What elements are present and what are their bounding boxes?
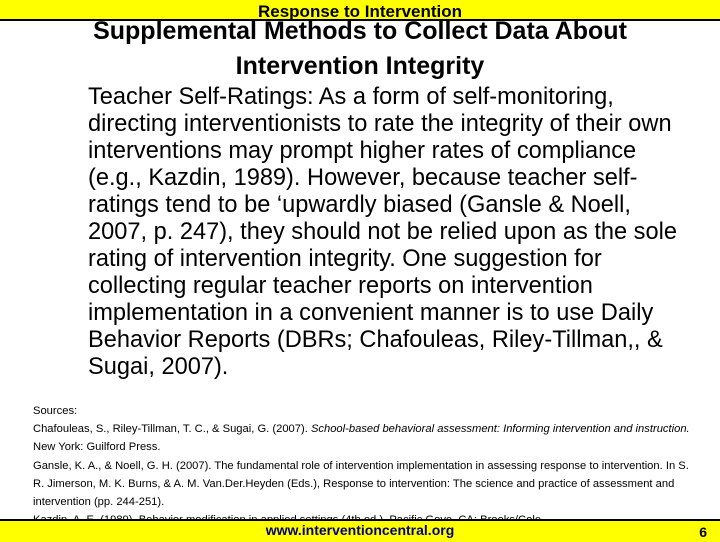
footer-bar [0,519,720,542]
reference-gansle: Gansle, K. A., & Noell, G. H. (2007). The fundamental role of intervention implementation in assessing response to intervention. In S. R. Jimerson, M. K. Burns, & A. M. Van.Der.Heyden (Eds.), Response to intervention: The science and practice of assessment and intervention (pp. 244-251). [33,459,689,509]
body-paragraph: Teacher Self-Ratings: As a form of self-monitoring, directing interventionists to rate the integrity of their own interventions may prompt higher rates of compliance (e.g., Kazdin, 1989). However, because teacher self-ratings tend to be ‘upwardly biased (Gansle & Noell, 2007, p. 247), they should not be relied upon as the sole rating of intervention integrity. One suggestion for collecting regular teacher reports on intervention implementation in a convenient manner is to use Daily Behavior Reports (DBRs; Chafouleas, Riley-Tillman,, & Sugai, 2007). [88,84,677,380]
page-number: 6 [699,524,707,540]
slide-title-line-1: Supplemental Methods to Collect Data About [93,17,627,45]
slide-title [40,14,680,84]
header-banner-text: Response to Intervention [257,2,463,21]
sources-block [33,402,693,529]
reference-chafouleas-publisher: New York: Guilford Press. [33,441,161,454]
reference-chafouleas-title: School-based behavioral assessment: Informing intervention and instruction. [310,423,690,436]
slide-title-line-2: Intervention Integrity [235,52,485,80]
reference-chafouleas [33,420,693,456]
reference-chafouleas-authors: Chafouleas, S., Riley-Tillman, T. C., & Sugai, G. (2007). [33,423,311,436]
sources-label: Sources: [33,405,78,417]
footer-url-link[interactable]: www.interventioncentral.org [265,522,455,538]
